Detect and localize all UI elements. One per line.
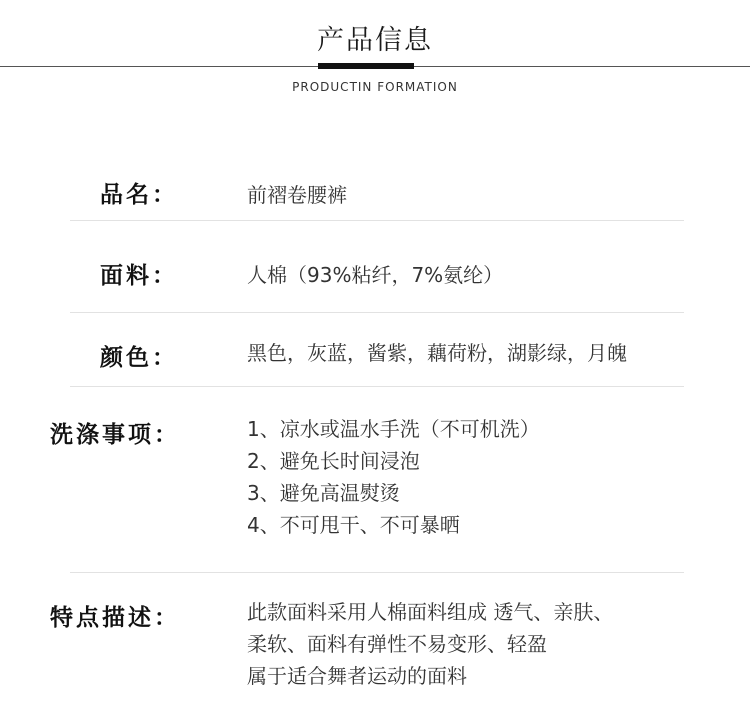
row-divider xyxy=(70,572,684,573)
list-item: 2、避免长时间浸泡 xyxy=(247,449,420,473)
row-divider xyxy=(70,386,684,387)
spec-label-color: 颜色： xyxy=(100,345,178,371)
row-divider xyxy=(70,220,684,221)
features-description xyxy=(247,596,613,692)
spec-label-washing: 洗涤事项： xyxy=(50,422,180,448)
header-accent-bar xyxy=(318,63,414,69)
list-item: 属于适合舞者运动的面料 xyxy=(247,664,467,688)
list-item: 1、凉水或温水手洗（不可机洗） xyxy=(247,417,540,441)
spec-value-name: 前褶卷腰裤 xyxy=(247,183,347,207)
spec-value-fabric: 人棉（93%粘纤，7%氨纶） xyxy=(247,263,504,287)
page-subtitle: PRODUCTIN FORMATION xyxy=(292,80,458,94)
spec-label-features: 特点描述： xyxy=(50,605,180,631)
list-item: 3、避免高温熨烫 xyxy=(247,481,400,505)
page-title: 产品信息 xyxy=(317,25,433,56)
spec-label-fabric: 面料： xyxy=(100,263,178,289)
row-divider xyxy=(70,312,684,313)
list-item: 柔软、面料有弹性不易变形、轻盈 xyxy=(247,632,547,656)
washing-instructions-list xyxy=(247,413,540,541)
spec-value-color: 黑色，灰蓝，酱紫，藕荷粉，湖影绿，月魄 xyxy=(247,341,627,365)
list-item: 此款面料采用人棉面料组成 透气、亲肤、 xyxy=(247,600,614,624)
list-item: 4、不可甩干、不可暴晒 xyxy=(247,513,460,537)
spec-label-name: 品名： xyxy=(100,182,178,208)
